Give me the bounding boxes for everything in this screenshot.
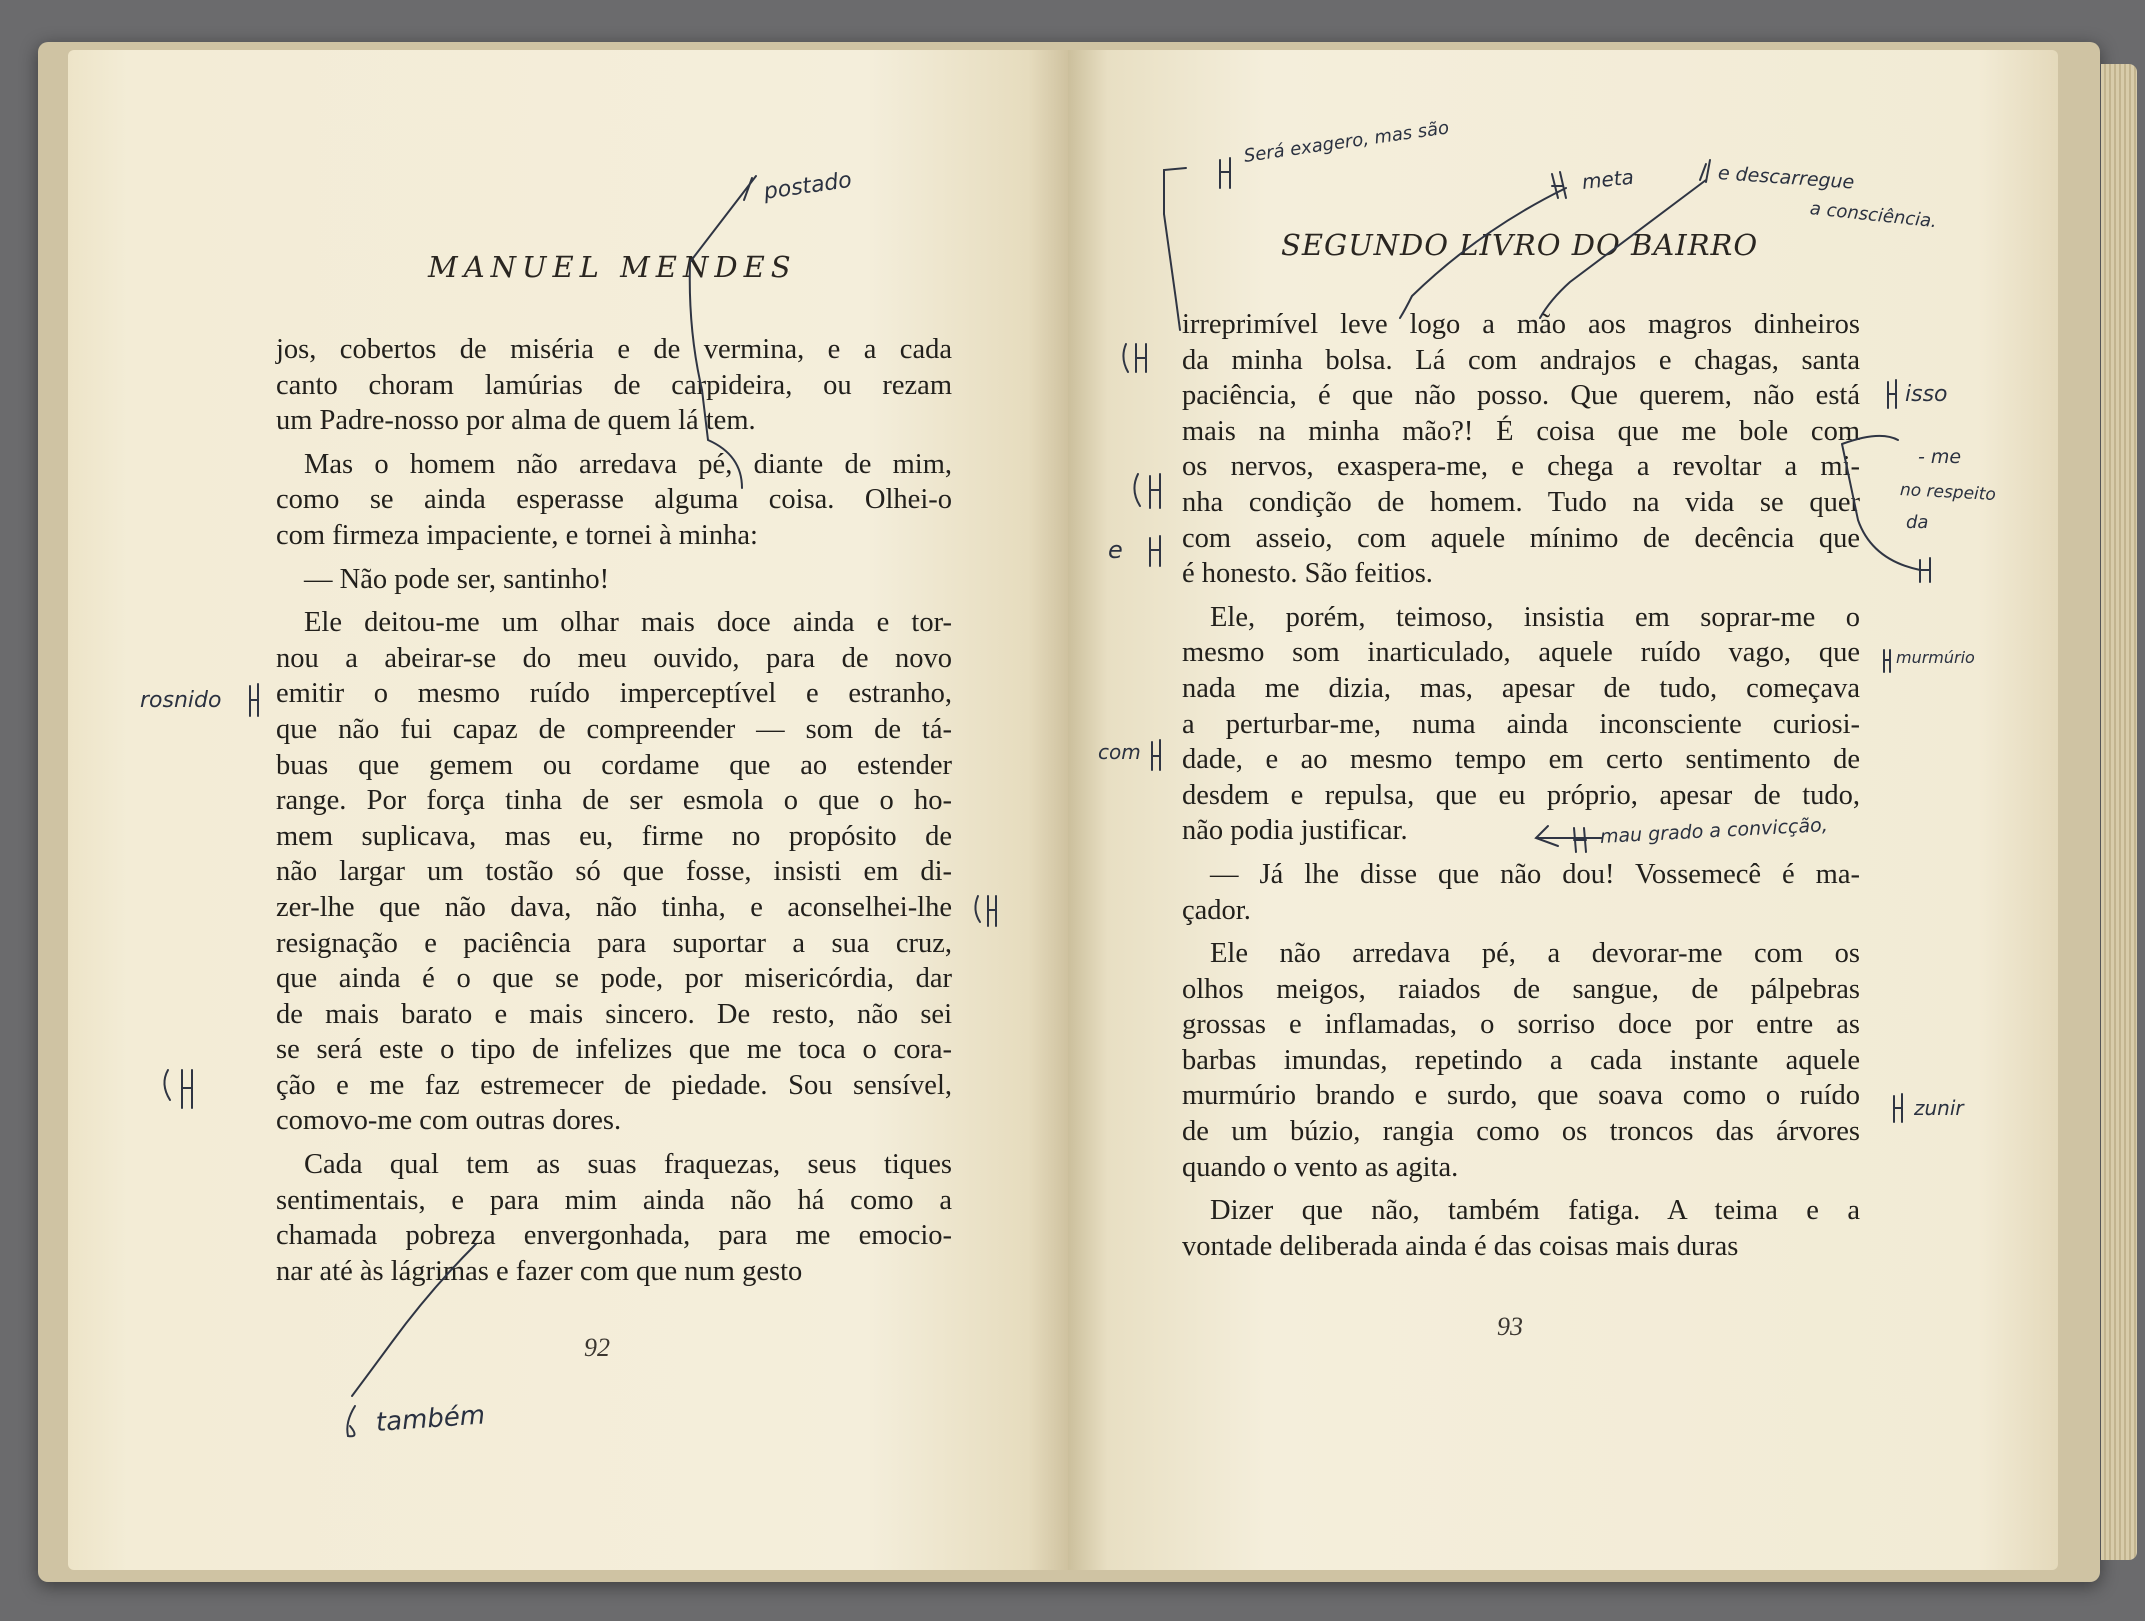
text-line: Ele deitou-me um olhar mais doce ainda e tor- xyxy=(304,607,952,639)
text-line: não largar um tostão só que fosse, insisti em di- xyxy=(276,856,952,888)
annotation-descarregue: e descarregue xyxy=(1717,162,1856,194)
left-page-header: MANUEL MENDES xyxy=(428,250,797,284)
text-line: ção e me faz estremecer de piedade. Sou sensível, xyxy=(276,1069,952,1101)
text-line: barbas imundas, repetindo a cada instante aquele xyxy=(1182,1044,1860,1076)
text-line: de mais barato e mais sincero. De resto, não sei xyxy=(276,998,952,1030)
text-line: Dizer que não, também fatiga. A teima e a xyxy=(1210,1195,1860,1227)
text-line: se será este o tipo de infelizes que me toca o cora- xyxy=(276,1034,952,1066)
right-page-body xyxy=(1182,307,1860,1264)
text-line: nada me dizia, mas, apesar de tudo, começava xyxy=(1182,672,1860,704)
left-page-body xyxy=(276,332,952,1289)
annotation-tambem: também xyxy=(374,1400,487,1438)
text-line: quando o vento as agita. xyxy=(1182,1151,1459,1183)
text-line: Cada qual tem as suas fraquezas, seus tiques xyxy=(304,1149,952,1181)
text-line: desdem e repulsa, que eu próprio, apesar de tudo, xyxy=(1182,779,1860,811)
text-line: que ainda é o que se pode, por misericórdia, dar xyxy=(276,963,952,995)
text-line: os nervos, exaspera-me, e chega a revoltar a mi- xyxy=(1182,451,1860,483)
text-line: Mas o homem não arredava pé, diante de mim, xyxy=(304,448,952,480)
text-line: mem suplicava, mas eu, firme no propósito de xyxy=(276,820,952,852)
text-line: chamada pobreza envergonhada, para me emocio- xyxy=(276,1220,952,1252)
text-line: range. Por força tinha de ser esmola o que o ho- xyxy=(276,785,952,817)
annotation-da: da xyxy=(1906,512,1929,533)
text-line: Ele não arredava pé, a devorar-me com os xyxy=(1210,938,1860,970)
text-line: como se ainda esperasse alguma coisa. Olhei-o xyxy=(276,484,952,516)
annotation-mau-grado: mau grado a convicção, xyxy=(1599,814,1829,848)
annotation-sera-exagero: Será exagero, mas são xyxy=(1242,117,1451,167)
text-line: çador. xyxy=(1182,894,1251,926)
text-line: com asseio, com aquele mínimo de decência que xyxy=(1182,522,1860,554)
text-line: nha condição de homem. Tudo na vida se quer xyxy=(1182,486,1860,518)
text-line: nar até às lágrimas e fazer com que num gesto xyxy=(276,1255,803,1287)
text-line: é honesto. São feitios. xyxy=(1182,558,1433,590)
annotation-no-respeito: no respeito xyxy=(1899,480,1997,506)
annotation-postado: postado xyxy=(762,167,854,205)
text-line: Ele, porém, teimoso, insistia em soprar-me o xyxy=(1210,601,1860,633)
left-page-number: 92 xyxy=(584,1333,610,1362)
text-line: nou a abeirar-se do meu ouvido, para de novo xyxy=(276,642,952,674)
text-line: sentimentais, e para mim ainda não há como a xyxy=(276,1184,952,1216)
text-line: que não fui capaz de compreender — som de tá- xyxy=(276,713,952,745)
text-line: de um búzio, rangia como os troncos das árvores xyxy=(1182,1116,1860,1148)
text-line: comovo-me com outras dores. xyxy=(276,1105,622,1137)
text-line: dade, e ao mesmo tempo em certo sentimento de xyxy=(1182,744,1860,776)
text-line: mesmo som inarticulado, aquele ruído vago, que xyxy=(1182,637,1860,669)
text-line: canto choram lamúrias de carpideira, ou rezam xyxy=(276,369,952,401)
annotation-meta: meta xyxy=(1580,164,1635,194)
annotation-e: e xyxy=(1108,536,1123,564)
text-line: a perturbar-me, numa ainda inconsciente curiosi- xyxy=(1182,708,1860,740)
right-page-number: 93 xyxy=(1497,1312,1523,1341)
annotation-murmurio: murmúrio xyxy=(1896,648,1975,667)
annotation-rosnido: rosnido xyxy=(140,688,222,713)
text-line: da minha bolsa. Lá com andrajos e chagas, santa xyxy=(1182,344,1860,376)
text-line: resignação e paciência para suportar a sua cruz, xyxy=(276,927,952,959)
text-line: com firmeza impaciente, e tornei à minha: xyxy=(276,519,758,551)
text-line: paciência, é que não posso. Que querem, não está xyxy=(1182,380,1860,412)
text-line: zer-lhe que não dava, não tinha, e aconselhei-lhe xyxy=(276,891,952,923)
page-edges xyxy=(2101,64,2137,1560)
annotation-me: - me xyxy=(1918,446,1962,468)
text-line: jos, cobertos de miséria e de vermina, e a cada xyxy=(276,334,952,365)
annotation-isso: isso xyxy=(1905,382,1948,407)
text-line: — Já lhe disse que não dou! Vossemecê é ma- xyxy=(1210,858,1860,890)
text-line: buas que gemem ou cordame que ao estender xyxy=(276,749,952,781)
text-line: grossas e inflamadas, o sorriso doce por entre as xyxy=(1182,1009,1860,1041)
text-line: — Não pode ser, santinho! xyxy=(304,563,610,595)
text-line: mais na minha mão?! É coisa que me bole com xyxy=(1182,415,1860,447)
annotation-zunir: zunir xyxy=(1914,1096,1964,1120)
text-line: não podia justificar. xyxy=(1182,815,1408,847)
right-page-header: SEGUNDO LIVRO DO BAIRRO xyxy=(1281,228,1759,262)
annotation-consciencia: a consciência. xyxy=(1808,198,1938,233)
text-line: olhos meigos, raiados de sangue, de pálpebras xyxy=(1182,973,1860,1005)
text-line: vontade deliberada ainda é das coisas mais duras xyxy=(1182,1230,1739,1262)
text-line: emitir o mesmo ruído imperceptível e estranho, xyxy=(276,678,952,710)
text-line: irreprimível leve logo a mão aos magros dinheiros xyxy=(1182,309,1860,340)
text-line: um Padre-nosso por alma de quem lá tem. xyxy=(276,405,756,437)
text-line: murmúrio brando e surdo, que soava como o ruído xyxy=(1182,1080,1860,1112)
annotation-com: com xyxy=(1098,740,1141,764)
